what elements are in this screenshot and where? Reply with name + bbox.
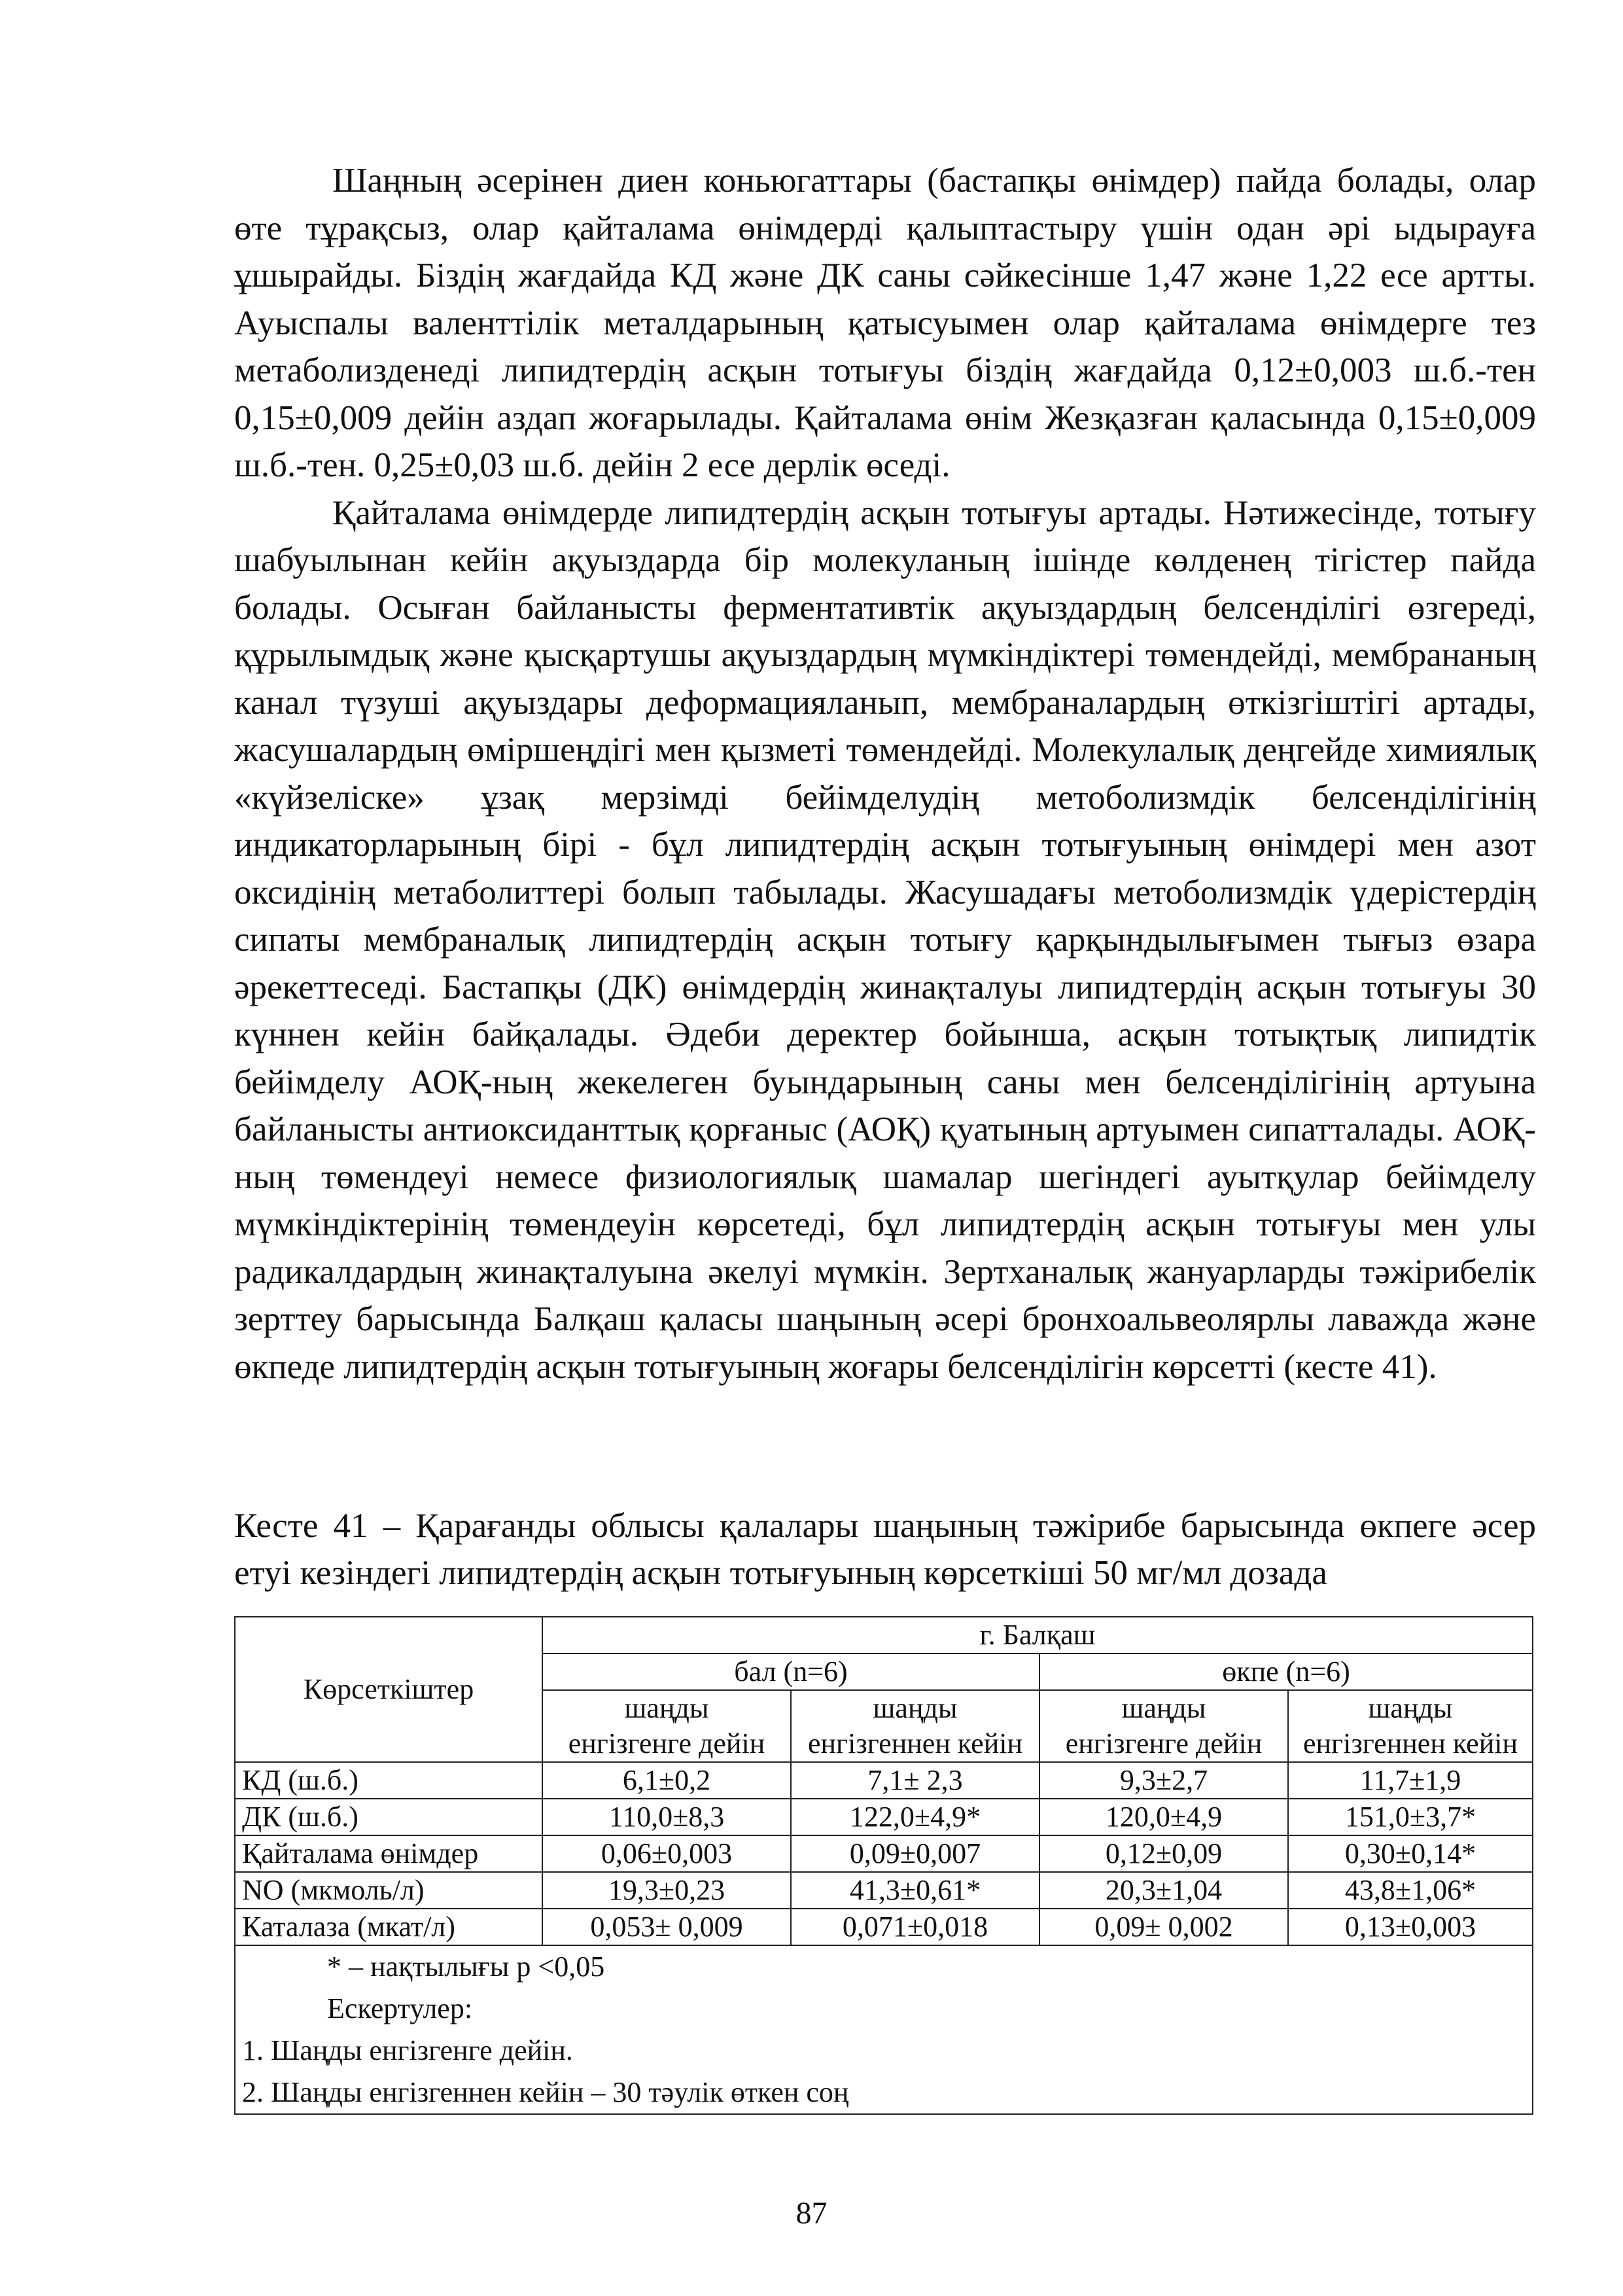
table-caption — [234, 1502, 1536, 1597]
table-row — [235, 1799, 1533, 1835]
row-label: Қайталама өнімдер — [235, 1835, 542, 1872]
note-item: 2. Шаңды енгізгеннен кейін – 30 тәулік өткен соң — [242, 2076, 849, 2108]
table-cell: 120,0±4,9 — [1039, 1799, 1288, 1835]
sub-header — [542, 1690, 791, 1762]
table-cell: 20,3±1,04 — [1039, 1872, 1288, 1909]
sub-header-line: шаңды — [624, 1692, 709, 1724]
sub-header-line: енгізгенге дейін — [568, 1727, 765, 1759]
table-cell: 0,30±0,14* — [1288, 1835, 1533, 1872]
sub-header-line: шаңды — [873, 1692, 958, 1724]
table-header-row — [235, 1617, 1533, 1653]
table-cell: 0,053± 0,009 — [542, 1909, 791, 1945]
note-heading: Ескертулер: — [327, 1992, 473, 2024]
sub-header-line: шаңды — [1368, 1692, 1453, 1724]
table-cell: 110,0±8,3 — [542, 1799, 791, 1835]
row-label: КД (ш.б.) — [235, 1762, 542, 1799]
table-caption-text: Кесте 41 – Қарағанды облысы қалалары шаңының тәжірибе барысында өкпеге әсер етуі кезіндегі липидтердің асқын тотығуының көрсеткіші 50 мг/мл дозада — [234, 1507, 1536, 1592]
sub-header-line: енгізгеннен кейін — [807, 1727, 1023, 1759]
table-cell: 0,12±0,09 — [1039, 1835, 1288, 1872]
paragraph: Қайталама өнімдерде липидтердің асқын тотығуы артады. Нәтижесінде, тотығу шабуылынан кейін ақуыздарда бір молекуланың ішінде көлденең тігістер пайда болады. Осыған байланысты ферментативтік ақуыздардың белсенділігі өзгереді, құрылымдық және қысқартушы ақуыздардың мүмкіндіктері төмендейді, мембрананың канал түзуші ақуыздары деформацияланып, мембраналардың өткізгіштігі артады, жасушалардың өміршеңдігі мен қызметі төмендейді. Молекулалық деңгейде химиялық «күйзеліске» ұзақ мерзімді бейімделудің метоболизмдік белсенділігінің индикаторларының бірі - бұл липидтердің асқын тотығуының өнімдері мен азот оксидінің метаболиттері болып табылады. Жасушадағы метоболизмдік үдерістердің сипаты мембраналық липидтердің асқын тотығу қарқындылығымен тығыз өзара әрекеттеседі. Бастапқы (ДК) өнімдердің жинақталуы липидтердің асқын тотығуы 30 күннен кейін байқалады. Әдеби деректер бойынша, асқын тотықтық липидтік бейімделу АОҚ-ның жекелеген буындарының саны мен белсенділігінің артуына байланысты антиоксиданттық қорғаныс (АОҚ) қуатының артуымен сипатталады. АОҚ-ның төмендеуі немесе физиологиялық шамалар шегіндегі ауытқулар бейімделу мүмкіндіктерінің төмендеуін көрсетеді, бұл липидтердің асқын тотығуы мен улы радикалдардың жинақталуына әкелуі мүмкін. Зертханалық жануарларды тәжірибелік зерттеу барысында Балқаш қаласы шаңының әсері бронхоальвеолярлы лаважда және өкпеде липидтердің асқын тотығуының жоғары белсенділігін көрсетті (кесте 41). — [234, 493, 1536, 1386]
table-cell: 0,071±0,018 — [791, 1909, 1039, 1945]
table-cell: 11,7±1,9 — [1288, 1762, 1533, 1799]
row-label: ДК (ш.б.) — [235, 1799, 542, 1835]
table-cell: 0,09±0,007 — [791, 1835, 1039, 1872]
page-number: 87 — [795, 2196, 828, 2231]
row-label: Каталаза (мкат/л) — [235, 1909, 542, 1945]
data-table — [234, 1616, 1533, 2115]
table-cell: 6,1±0,2 — [542, 1762, 791, 1799]
table-row — [235, 1872, 1533, 1909]
sub-header — [791, 1690, 1039, 1762]
table-cell: 41,3±0,61* — [791, 1872, 1039, 1909]
table-cell: 9,3±2,7 — [1039, 1762, 1288, 1799]
table-cell: 43,8±1,06* — [1288, 1872, 1533, 1909]
table-cell: 19,3±0,23 — [542, 1872, 791, 1909]
sub-header-line: шаңды — [1121, 1692, 1206, 1724]
table-cell: 0,09± 0,002 — [1039, 1909, 1288, 1945]
group-header-bal: бал (n=6) — [542, 1653, 1039, 1690]
city-header: г. Балқаш — [542, 1617, 1533, 1653]
sub-header-line: енгізгенге дейін — [1065, 1727, 1263, 1759]
row-label: NO (мкмоль/л) — [235, 1872, 542, 1909]
sub-header — [1288, 1690, 1533, 1762]
note-item: 1. Шаңды енгізгенге дейін. — [242, 2034, 573, 2066]
table-cell: 7,1± 2,3 — [791, 1762, 1039, 1799]
table-cell: 0,13±0,003 — [1288, 1909, 1533, 1945]
paragraph: Шаңның әсерінен диен коньюгаттары (бастапқы өнімдер) пайда болады, олар өте тұрақсыз, олар қайталама өнімдерді қалыптастыру үшін одан әрі ыдырауға ұшырайды. Біздің жағдайда КД және ДК саны сәйкесінше 1,47 және 1,22 есе артты. Ауыспалы валенттілік металдарының қатысуымен олар қайталама өнімдерге тез метаболизденеді липидтердің асқын тотығуы біздің жағдайда 0,12±0,003 ш.б.-тен 0,15±0,009 дейін аздап жоғарылады. Қайталама өнім Жезқазған қаласында 0,15±0,009 ш.б.-тен. 0,25±0,03 ш.б. дейін 2 есе дерлік өседі. — [234, 162, 1536, 484]
table-row — [235, 1909, 1533, 1945]
indicator-header: Көрсеткіштер — [235, 1617, 542, 1762]
table-notes-row — [235, 1945, 1533, 2114]
table-notes — [235, 1945, 1533, 2114]
table-cell: 151,0±3,7* — [1288, 1799, 1533, 1835]
note-significance: * – нақтылығы р <0,05 — [327, 1951, 605, 1983]
group-header-lung: өкпе (n=6) — [1039, 1653, 1533, 1690]
table-cell: 122,0±4,9* — [791, 1799, 1039, 1835]
table-cell: 0,06±0,003 — [542, 1835, 791, 1872]
table-row — [235, 1762, 1533, 1799]
sub-header — [1039, 1690, 1288, 1762]
table-row — [235, 1835, 1533, 1872]
body-text — [234, 157, 1536, 1390]
sub-header-line: енгізгеннен кейін — [1302, 1727, 1518, 1759]
